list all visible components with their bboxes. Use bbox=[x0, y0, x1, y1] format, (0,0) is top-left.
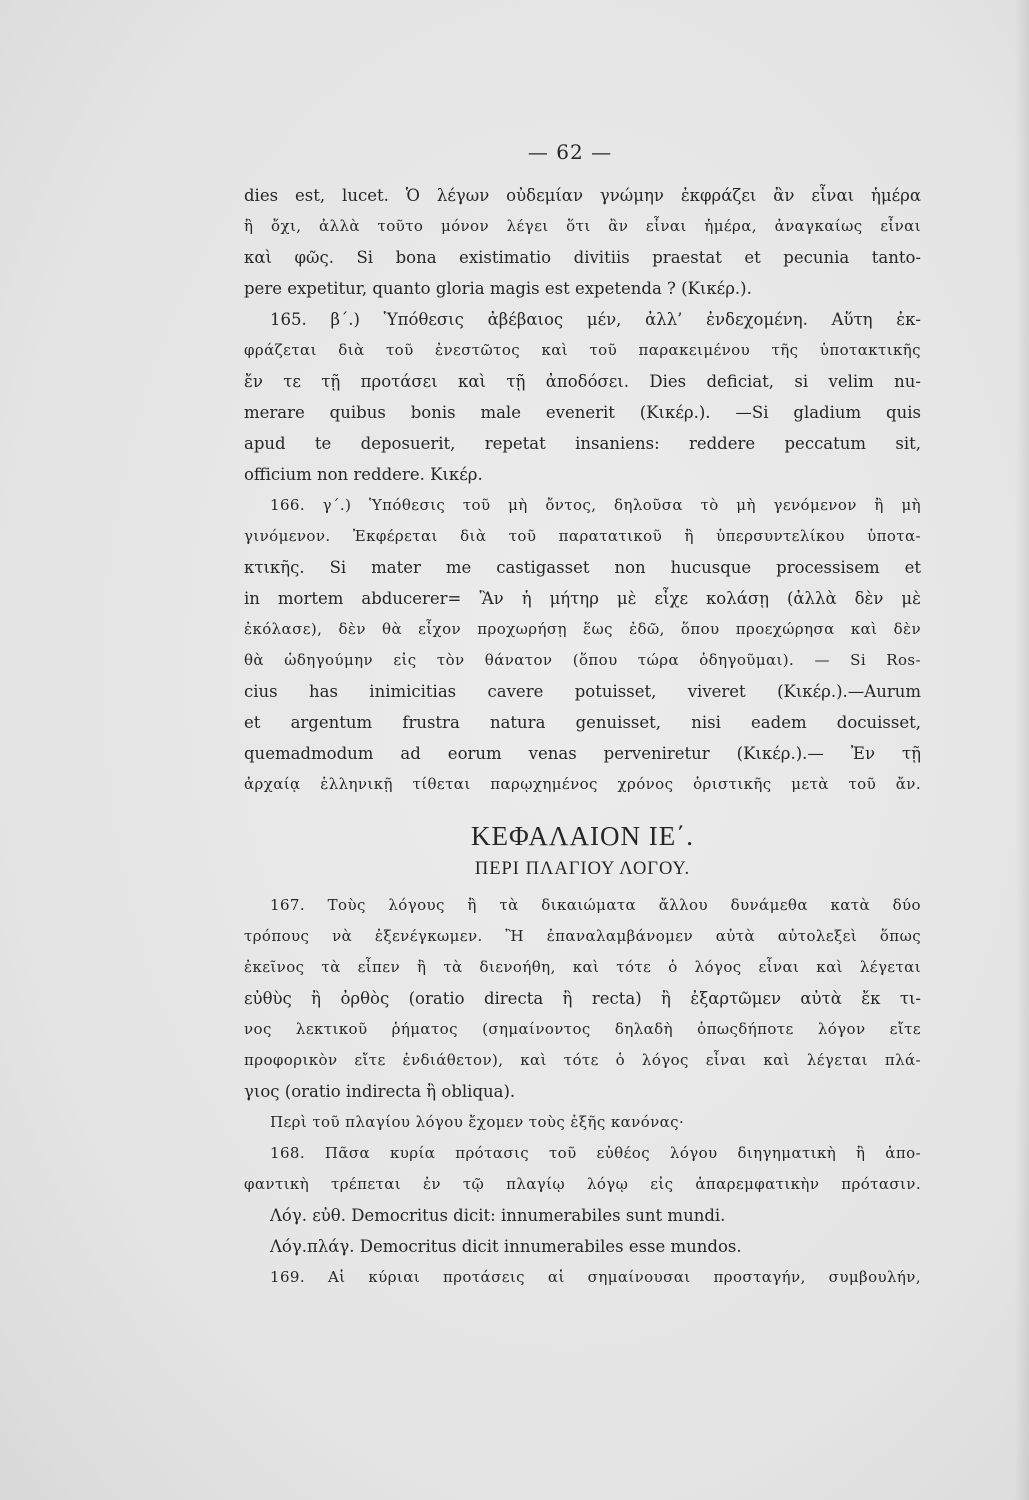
text-line: in mortem abducerer= Ἂν ἡ μήτηρ μὲ εἶχε κολάσῃ (ἀλλὰ δὲν μὲ bbox=[244, 589, 921, 608]
text-line: Λόγ. εὐθ. Democritus dicit: innumerabiles sunt mundi. bbox=[270, 1206, 726, 1225]
text-line: ἐκεῖνος τὰ εἶπεν ἢ τὰ διενοήθη, καὶ τότε ὁ λόγος εἶναι καὶ λέγεται bbox=[244, 958, 921, 976]
text-line: 168. Πᾶσα κυρία πρότασις τοῦ εὐθέος λόγου διηγηματικὴ ἢ ἀπο- bbox=[270, 1144, 921, 1162]
text-line: τρόπους νὰ ἐξενέγκωμεν. Ἢ ἐπαναλαμβάνομεν αὐτὰ αὐτολεξεὶ ὅπως bbox=[244, 927, 921, 945]
page-edge-shadow bbox=[1015, 0, 1029, 1500]
text-line: καὶ φῶς. Si bona existimatio divitiis praestat et pecunia tanto- bbox=[244, 248, 921, 267]
text-line: ἢ ὄχι, ἀλλὰ τοῦτο μόνον λέγει ὅτι ἂν εἶναι ἡμέρα, ἀναγκαίως εἶναι bbox=[244, 217, 921, 235]
paragraphs-bottom bbox=[244, 890, 921, 1293]
text-line: γινόμενον. Ἐκφέρεται διὰ τοῦ παρατατικοῦ ἢ ὑπερσυντελίκου ὑποτα- bbox=[244, 527, 921, 545]
text-line: προφορικὸν εἴτε ἐνδιάθετον), καὶ τότε ὁ λόγος εἶναι καὶ λέγεται πλά- bbox=[244, 1051, 921, 1069]
chapter-subtitle: ΠΕΡΙ ΠΛΑΓΙΟΥ ΛΟΓΟΥ. bbox=[474, 859, 691, 879]
text-line: apud te deposuerit, repetat insaniens: reddere peccatum sit, bbox=[244, 434, 921, 453]
page-number: — 62 — bbox=[527, 140, 613, 164]
text-line: et argentum frustra natura genuisset, nisi eadem docuisset, bbox=[244, 713, 921, 732]
chapter-title: ΚΕΦΑΛΑΙΟΝ ΙΕ΄. bbox=[471, 821, 694, 851]
text-line: γιος (oratio indirecta ἢ obliqua). bbox=[244, 1082, 516, 1101]
text-line: εὐθὺς ἢ ὀρθὸς (oratio directa ἢ recta) ἢ ἐξαρτῶμεν αὐτὰ ἔκ τι- bbox=[244, 989, 921, 1008]
text-line: 167. Τοὺς λόγους ἢ τὰ δικαιώματα ἄλλου δυνάμεθα κατὰ δύο bbox=[270, 896, 921, 914]
text-line: cius has inimicitias cavere potuisset, viveret (Κικέρ.).—Aurum bbox=[244, 682, 921, 701]
text-line: Περὶ τοῦ πλαγίου λόγου ἔχομεν τοὺς ἑξῆς κανόνας· bbox=[270, 1113, 685, 1131]
text-line: 165. β΄.) Ὑπόθεσις ἀβέβαιος μέν, ἀλλ’ ἐνδεχομένη. Αὕτη ἐκ- bbox=[270, 310, 921, 329]
text-line: pere expetitur, quanto gloria magis est expetenda ? (Κικέρ.). bbox=[244, 279, 752, 298]
text-line: ἔν τε τῇ προτάσει καὶ τῇ ἀποδόσει. Dies deficiat, si velim nu- bbox=[244, 372, 921, 391]
text-line: merare quibus bonis male evenerit (Κικέρ.). —Si gladium quis bbox=[244, 403, 921, 422]
text-line: quemadmodum ad eorum venas perveniretur (Κικέρ.).— Ἐν τῇ bbox=[244, 744, 921, 763]
text-line: φράζεται διὰ τοῦ ἐνεστῶτος καὶ τοῦ παρακειμένου τῆς ὑποτακτικῆς bbox=[244, 341, 921, 359]
text-line: ἀρχαίᾳ ἑλληνικῇ τίθεται παρῳχημένος χρόνος ὁριστικῆς μετὰ τοῦ ἄν. bbox=[244, 775, 921, 793]
text-line: officium non reddere. Κικέρ. bbox=[244, 465, 483, 484]
text-line: dies est, lucet. Ὁ λέγων οὐδεμίαν γνώμην ἐκφράζει ἂν εἶναι ἡμέρα bbox=[244, 186, 921, 205]
body-text bbox=[244, 180, 921, 1293]
text-line: κτικῆς. Si mater me castigasset non hucusque processisem et bbox=[244, 558, 921, 577]
text-line: 169. Αἱ κύριαι προτάσεις αἱ σημαίνουσαι προσταγήν, συμβουλήν, bbox=[270, 1268, 921, 1286]
text-line: νος λεκτικοῦ ῥήματος (σημαίνοντος δηλαδὴ ὁπωςδήποτε λόγον εἴτε bbox=[244, 1020, 921, 1038]
text-line: ἐκόλασε), δὲν θὰ εἶχον προχωρήσῃ ἕως ἐδῶ, ὅπου προεχώρησα καὶ δὲν bbox=[244, 620, 921, 638]
text-line: 166. γ΄.) Ὑπόθεσις τοῦ μὴ ὄντος, δηλοῦσα τὸ μὴ γενόμενον ἢ μὴ bbox=[270, 496, 921, 514]
text-line: θὰ ὡδηγούμην εἰς τὸν θάνατον (ὅπου τώρα ὁδηγοῦμαι). — Si Ros- bbox=[244, 651, 921, 669]
paragraphs-top bbox=[244, 180, 921, 800]
text-line: Λόγ.πλάγ. Democritus dicit innumerabiles esse mundos. bbox=[270, 1237, 742, 1256]
text-line: φαντικὴ τρέπεται ἐν τῷ πλαγίῳ λόγῳ εἰς ἀπαρεμφατικὴν πρότασιν. bbox=[244, 1175, 921, 1193]
